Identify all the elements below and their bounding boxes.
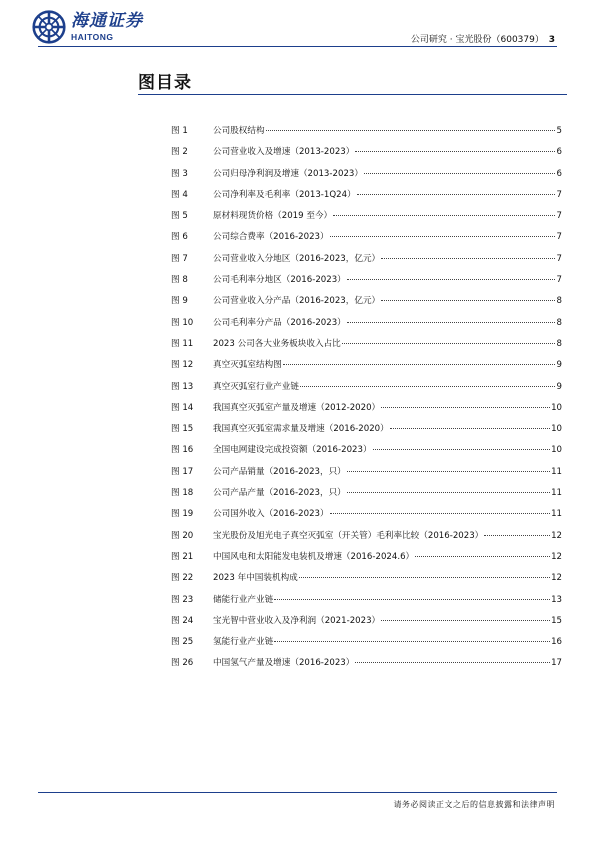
toc-entry-page: 7 xyxy=(556,189,562,200)
toc-entry-number: 图 16 xyxy=(171,445,194,456)
toc-entry[interactable] xyxy=(171,209,562,230)
toc-entry-number: 图 12 xyxy=(171,360,194,371)
toc-entry-page: 10 xyxy=(551,445,562,456)
toc-leader-dots xyxy=(484,535,550,536)
toc-entry-number: 图 17 xyxy=(171,466,194,477)
toc-entry-number: 图 26 xyxy=(171,658,194,669)
toc-entry-title: 我国真空灭弧室产量及增速（2012-2020） xyxy=(213,402,381,413)
toc-entry-number: 图 9 xyxy=(171,296,188,307)
toc-leader-dots xyxy=(330,236,555,237)
toc-entry-title: 2023 公司各大业务板块收入占比 xyxy=(213,338,341,349)
toc-entry-number: 图 14 xyxy=(171,402,194,413)
toc-entry-page: 7 xyxy=(556,275,562,286)
toc-entry-page: 10 xyxy=(551,402,562,413)
toc-entry-title: 氢能行业产业链 xyxy=(213,637,274,648)
toc-entry-number: 图 2 xyxy=(171,147,188,158)
toc-entry[interactable] xyxy=(171,188,562,209)
toc-entry[interactable] xyxy=(171,167,562,188)
toc-leader-dots xyxy=(300,386,555,387)
toc-entry-number: 图 6 xyxy=(171,232,188,243)
toc-entry-page: 11 xyxy=(551,488,562,499)
toc-leader-dots xyxy=(347,279,555,280)
toc-entry-number: 图 4 xyxy=(171,189,188,200)
toc-entry-title: 中国氢气产量及增速（2016-2023） xyxy=(213,658,355,669)
figure-list xyxy=(171,124,562,678)
toc-entry-page: 12 xyxy=(551,530,562,541)
toc-entry-page: 9 xyxy=(556,360,562,371)
toc-entry-page: 12 xyxy=(551,551,562,562)
toc-entry-title: 公司国外收入（2016-2023） xyxy=(213,509,329,520)
toc-leader-dots xyxy=(347,492,550,493)
toc-entry-title: 真空灭弧室行业产业链 xyxy=(213,381,299,392)
running-title: 公司研究 · 宝光股份（600379） xyxy=(410,35,544,45)
toc-entry[interactable] xyxy=(171,252,562,273)
toc-entry-title: 公司毛利率分产品（2016-2023） xyxy=(213,317,346,328)
toc-entry-number: 图 18 xyxy=(171,488,194,499)
toc-entry[interactable] xyxy=(171,656,562,677)
toc-entry[interactable] xyxy=(171,358,562,379)
toc-entry[interactable] xyxy=(171,273,562,294)
toc-entry-page: 16 xyxy=(551,637,562,648)
header-divider xyxy=(38,46,557,47)
toc-entry[interactable] xyxy=(171,465,562,486)
toc-entry-number: 图 23 xyxy=(171,594,194,605)
toc-entry-title: 宝光智中营业收入及净利润（2021-2023） xyxy=(213,615,381,626)
toc-entry-number: 图 20 xyxy=(171,530,194,541)
page-title: 图目录 xyxy=(138,73,192,93)
toc-entry[interactable] xyxy=(171,145,562,166)
toc-leader-dots xyxy=(357,194,555,195)
toc-entry-title: 公司股权结构 xyxy=(213,126,265,136)
running-header xyxy=(411,32,555,45)
toc-entry-number: 图 19 xyxy=(171,509,194,520)
toc-leader-dots xyxy=(299,577,550,578)
toc-entry-page: 8 xyxy=(556,296,562,307)
toc-entry[interactable] xyxy=(171,614,562,635)
toc-leader-dots xyxy=(283,364,555,365)
toc-entry-page: 7 xyxy=(556,253,562,264)
toc-entry[interactable] xyxy=(171,550,562,571)
toc-entry[interactable] xyxy=(171,316,562,337)
toc-entry-number: 图 13 xyxy=(171,381,194,392)
toc-entry-page: 8 xyxy=(556,317,562,328)
toc-entry-page: 5 xyxy=(556,126,562,136)
toc-entry-page: 17 xyxy=(551,658,562,669)
toc-leader-dots xyxy=(381,407,550,408)
haitong-logo-icon xyxy=(32,10,66,44)
toc-entry-title: 公司综合费率（2016-2023） xyxy=(213,232,329,243)
toc-leader-dots xyxy=(415,556,550,557)
toc-entry-number: 图 5 xyxy=(171,211,188,222)
toc-entry[interactable] xyxy=(171,380,562,401)
toc-entry[interactable] xyxy=(171,593,562,614)
toc-entry-title: 公司产品销量（2016-2023，只） xyxy=(213,466,346,477)
toc-entry-number: 图 21 xyxy=(171,551,194,562)
toc-entry[interactable] xyxy=(171,337,562,358)
toc-leader-dots xyxy=(330,513,550,514)
toc-entry-number: 图 25 xyxy=(171,637,194,648)
toc-leader-dots xyxy=(364,173,555,174)
toc-entry[interactable] xyxy=(171,443,562,464)
toc-entry[interactable] xyxy=(171,230,562,251)
toc-entry-title: 公司净利率及毛利率（2013-1Q24） xyxy=(213,189,356,200)
toc-entry-title: 原材料现货价格（2019 至今） xyxy=(213,211,333,222)
toc-leader-dots xyxy=(381,300,555,301)
toc-entry-page: 13 xyxy=(551,594,562,605)
toc-leader-dots xyxy=(355,662,550,663)
toc-entry-title: 储能行业产业链 xyxy=(213,594,274,605)
toc-leader-dots xyxy=(390,428,550,429)
toc-entry-title: 宝光股份及旭光电子真空灭弧室（开关管）毛利率比较（2016-2023） xyxy=(213,530,484,541)
toc-entry-title: 中国风电和太阳能发电装机及增速（2016-2024.6） xyxy=(213,551,415,562)
toc-entry[interactable] xyxy=(171,294,562,315)
toc-entry-number: 图 1 xyxy=(171,126,188,136)
toc-entry[interactable] xyxy=(171,571,562,592)
toc-entry-number: 图 11 xyxy=(171,338,194,349)
toc-entry[interactable] xyxy=(171,124,562,145)
footer-disclaimer: 请务必阅读正文之后的信息披露和法律声明 xyxy=(393,800,555,809)
toc-entry-page: 10 xyxy=(551,424,562,435)
toc-entry-number: 图 10 xyxy=(171,317,194,328)
toc-entry[interactable] xyxy=(171,635,562,656)
toc-leader-dots xyxy=(381,258,555,259)
toc-leader-dots xyxy=(347,471,550,472)
toc-leader-dots xyxy=(274,641,550,642)
footer-divider xyxy=(38,792,557,793)
toc-entry-title: 真空灭弧室结构图 xyxy=(213,360,282,371)
toc-leader-dots xyxy=(355,151,555,152)
toc-entry-page: 6 xyxy=(556,147,562,158)
toc-entry-number: 图 7 xyxy=(171,253,188,264)
toc-entry-page: 11 xyxy=(551,509,562,520)
toc-entry[interactable] xyxy=(171,486,562,507)
toc-entry-title: 全国电网建设完成投资额（2016-2023） xyxy=(213,445,372,456)
toc-entry-title: 我国真空灭弧室需求量及增速（2016-2020） xyxy=(213,424,389,435)
toc-entry-page: 8 xyxy=(556,338,562,349)
toc-entry-title: 公司营业收入分地区（2016-2023，亿元） xyxy=(213,253,381,264)
toc-entry-title: 公司归母净利润及增速（2013-2023） xyxy=(213,168,363,179)
toc-entry[interactable] xyxy=(171,507,562,528)
toc-entry-title: 公司产品产量（2016-2023，只） xyxy=(213,488,346,499)
toc-entry-page: 11 xyxy=(551,466,562,477)
toc-entry-title: 公司营业收入分产品（2016-2023，亿元） xyxy=(213,296,381,307)
page-number: 3 xyxy=(548,35,555,45)
toc-leader-dots xyxy=(266,130,555,131)
toc-entry-page: 6 xyxy=(556,168,562,179)
toc-leader-dots xyxy=(373,449,551,450)
toc-entry-title: 公司毛利率分地区（2016-2023） xyxy=(213,275,346,286)
toc-leader-dots xyxy=(333,215,555,216)
toc-entry-number: 图 24 xyxy=(171,615,194,626)
toc-leader-dots xyxy=(381,620,550,621)
toc-entry-title: 2023 年中国装机构成 xyxy=(213,573,298,584)
toc-entry-page: 15 xyxy=(551,615,562,626)
toc-entry[interactable] xyxy=(171,529,562,550)
haitong-logo xyxy=(32,10,143,44)
title-underline xyxy=(138,94,567,95)
toc-entry-page: 7 xyxy=(556,232,562,243)
toc-entry[interactable] xyxy=(171,401,562,422)
toc-entry-number: 图 22 xyxy=(171,573,194,584)
toc-leader-dots xyxy=(342,343,555,344)
toc-entry-title: 公司营业收入及增速（2013-2023） xyxy=(213,147,355,158)
toc-entry-number: 图 15 xyxy=(171,424,194,435)
logo-english-name: HAITONG xyxy=(71,31,114,42)
logo-chinese-name: 海通证券 xyxy=(71,10,143,31)
toc-entry-page: 7 xyxy=(556,211,562,222)
toc-leader-dots xyxy=(347,322,555,323)
toc-entry[interactable] xyxy=(171,422,562,443)
toc-entry-number: 图 8 xyxy=(171,275,188,286)
toc-entry-page: 9 xyxy=(556,381,562,392)
toc-entry-page: 12 xyxy=(551,573,562,584)
toc-leader-dots xyxy=(274,599,550,600)
toc-entry-number: 图 3 xyxy=(171,168,188,179)
